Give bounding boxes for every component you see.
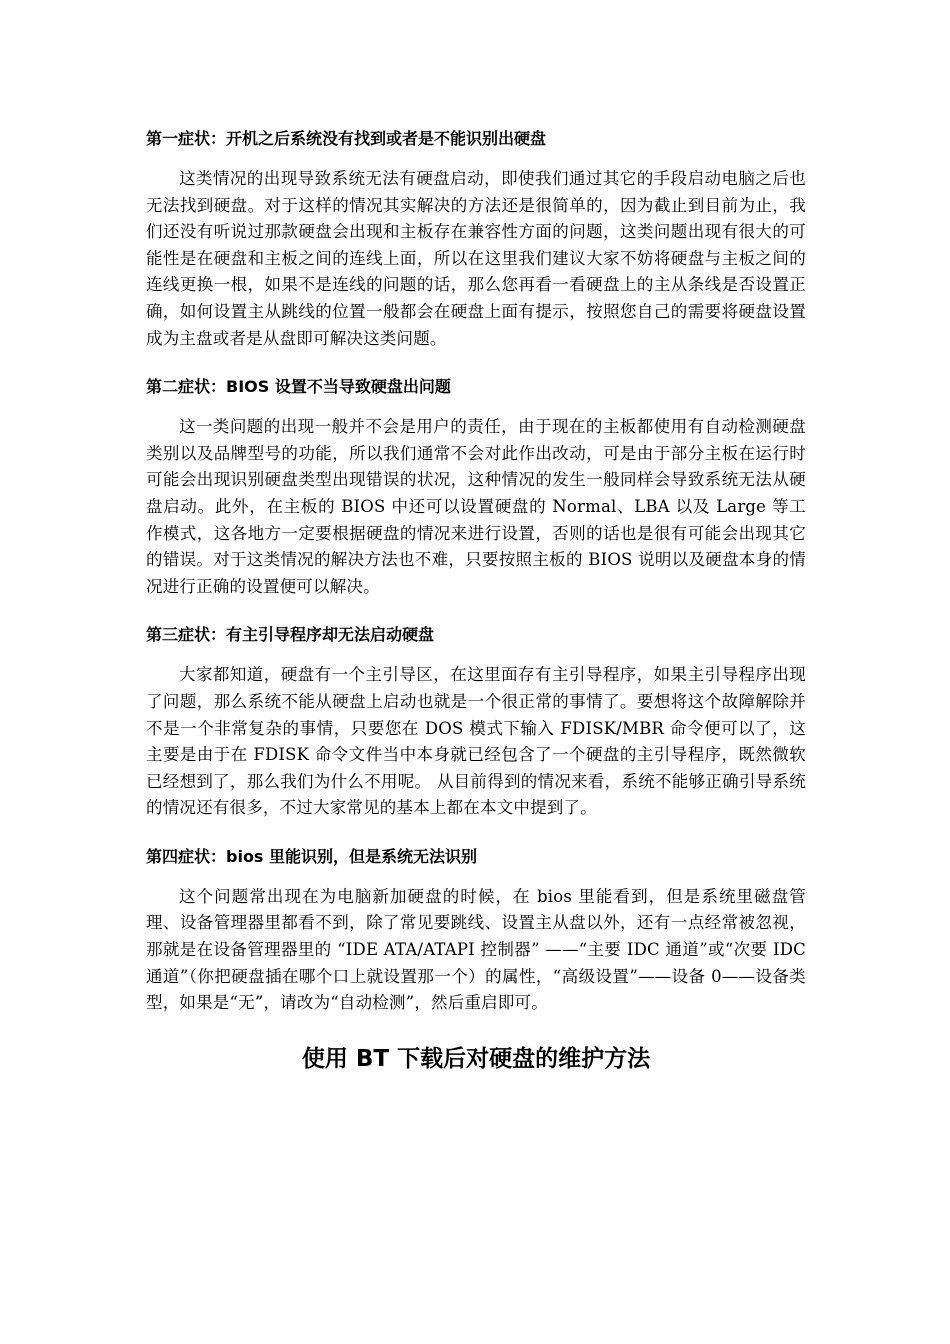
section-3-heading: 第三症状：有主引导程序却无法启动硬盘 [146,625,435,645]
section-1-body: 这类情况的出现导致系统无法有硬盘启动，即使我们通过其它的手段启动电脑之后也无法找到硬盘。对于这样的情况其实解决的方法还是很简单的，因为截止到目前为止，我们还没有听说过那款硬盘会出现和主板存在兼容性方面的问题，这类问题出现有很大的可能性是在硬盘和主板之间的连线上面，所以在这里我们建议大家不妨将硬盘与主板之间的连线更换一根，如果不是连线的问题的话，那么您再看一看硬盘上的主从条线是否设置正确，如何设置主从跳线的位置一般都会在硬盘上面有提示，按照您自己的需要将硬盘设置成为主盘或者是从盘即可解决这类问题。 [146,169,806,348]
section-4-heading: 第四症状：bios 里能识别，但是系统无法识别 [146,846,478,866]
section-1-heading: 第一症状：开机之后系统没有找到或者是不能识别出硬盘 [146,129,547,148]
section-4-body: 这个问题常出现在为电脑新加硬盘的时候，在 bios 里能看到，但是系统里磁盘管理、设备管理器里都看不到，除了常见要跳线、设置主从盘以外，还有一点经常被忽视，那就是在设备管理器里的 “IDE ATA/ATAPI 控制器” ——“主要 IDC 通道”或“次要 IDC 通道”（你把硬盘插在哪个口上就设置那一个）的属性，“高级设置”——设备 0——设备类型，如果是“无”，请改为“自动检测”，然后重启即可。 [146,886,806,1013]
section-3-body: 大家都知道，硬盘有一个主引导区，在这里面存有主引导程序，如果主引导程序出现了问题，那么系统不能从硬盘上启动也就是一个很正常的事情了。要想将这个故障解除并不是一个非常复杂的事情，只要您在 DOS 模式下输入 FDISK/MBR 命令便可以了，这主要是由于在 FDISK 命令文件当中本身就已经包含了一个硬盘的主引导程序，既然微软已经想到了，那么我们为什么不用呢。 从目前得到的情况来看，系统不能够正确引导系统的情况还有很多，不过大家常见的基本上都在本文中提到了。 [146,665,806,818]
section-2-body: 这一类问题的出现一般并不会是用户的责任，由于现在的主板都使用有自动检测硬盘类别以及品牌型号的功能，所以我们通常不会对此作出改动，可是由于部分主板在运行时可能会出现识别硬盘类型出现错误的状况，这种情况的发生一般同样会导致系统无法从硬盘启动。此外，在主板的 BIOS 中还可以设置硬盘的 Normal、LBA 以及 Large 等工作模式，这各地方一定要根据硬盘的情况来进行设置，否则的话也是很有可能会出现其它的错误。对于这类情况的解决方法也不难，只要按照主板的 BIOS 说明以及硬盘本身的情况进行正确的设置便可以解决。 [146,417,806,596]
section-2-heading: 第二症状：BIOS 设置不当导致硬盘出问题 [146,377,451,397]
next-article-title: 使用 BT 下载后对硬盘的维护方法 [301,1045,651,1072]
document-content [146,124,806,1079]
